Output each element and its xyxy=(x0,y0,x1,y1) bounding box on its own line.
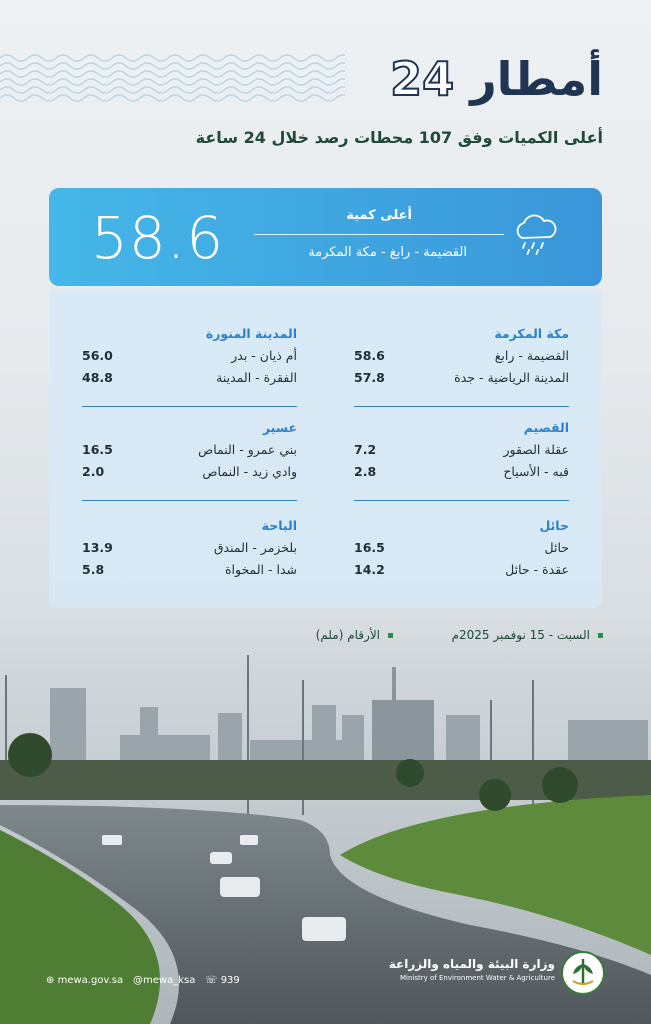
station-row xyxy=(82,442,297,464)
station-value: 5.8 xyxy=(82,562,105,577)
station-row xyxy=(82,348,297,370)
date-label xyxy=(452,628,603,642)
ministry-name-ar: وزارة البيئة والمياه والزراعة xyxy=(388,957,555,971)
region-asir xyxy=(82,420,297,486)
station-value: 16.5 xyxy=(82,442,113,457)
region-title: الباحة xyxy=(261,518,297,533)
date-text: السبت - 15 نوفمبر 2025م xyxy=(451,628,590,642)
station-row xyxy=(354,540,569,562)
highest-amount-card xyxy=(49,188,602,286)
region-title: عسير xyxy=(262,420,297,435)
highest-amount-label: أعلى كمية xyxy=(346,208,412,223)
region-qassim xyxy=(354,420,569,486)
station-value: 56.0 xyxy=(82,348,113,363)
station-row xyxy=(82,464,297,486)
station-value: 58.6 xyxy=(354,348,385,363)
divider xyxy=(254,234,504,235)
station-name: بني عمرو - النماص xyxy=(198,442,297,457)
station-value: 7.2 xyxy=(354,442,377,457)
station-value: 14.2 xyxy=(354,562,385,577)
page-subtitle: أعلى الكميات وفق 107 محطات رصد خلال 24 ساعة xyxy=(195,128,603,147)
wave-pattern-decoration xyxy=(0,50,345,105)
station-value: 13.9 xyxy=(82,540,113,555)
website-text: mewa.gov.sa xyxy=(57,975,124,986)
region-hail xyxy=(354,518,569,584)
region-makkah xyxy=(354,326,569,392)
title-word: أمطار xyxy=(470,52,603,106)
region-baha xyxy=(82,518,297,584)
station-row xyxy=(354,562,569,584)
units-text: الأرقام (ملم) xyxy=(315,628,380,642)
rain-cloud-icon xyxy=(510,210,560,256)
region-title: حائل xyxy=(539,518,569,533)
station-value: 2.8 xyxy=(354,464,377,479)
title-number: 24 xyxy=(390,52,455,106)
highest-amount-location: القضيمة - رابغ - مكة المكرمة xyxy=(308,245,467,260)
station-name: عقلة الصقور xyxy=(503,442,569,457)
station-name: القضيمة - رابغ xyxy=(494,348,569,363)
station-value: 16.5 xyxy=(354,540,385,555)
station-value: 2.0 xyxy=(82,464,105,479)
station-row xyxy=(354,370,569,392)
phone-number[interactable]: ☏ 939 xyxy=(205,975,240,986)
station-row xyxy=(354,348,569,370)
regions-panel xyxy=(49,290,602,608)
region-title: المدينة المنورة xyxy=(205,326,297,341)
station-value: 57.8 xyxy=(354,370,385,385)
social-text: @mewa_ksa xyxy=(133,975,196,986)
highest-amount-value: 58.6 xyxy=(91,204,225,272)
region-divider xyxy=(354,406,569,407)
ministry-logo xyxy=(560,950,606,996)
region-madinah xyxy=(82,326,297,392)
station-value: 48.8 xyxy=(82,370,113,385)
bullet-icon xyxy=(598,633,603,638)
station-row xyxy=(82,562,297,584)
region-title: القصيم xyxy=(523,420,569,435)
station-name: أم ذيان - بدر xyxy=(231,348,297,363)
station-name: بلخزمر - المندق xyxy=(213,540,297,555)
region-divider xyxy=(82,406,297,407)
region-divider xyxy=(82,500,297,501)
station-row xyxy=(82,370,297,392)
social-handle[interactable] xyxy=(133,975,195,986)
region-divider xyxy=(354,500,569,501)
station-row xyxy=(82,540,297,562)
ministry-name-en: Ministry of Environment Water & Agriculture xyxy=(400,974,555,982)
station-row xyxy=(354,442,569,464)
bullet-icon xyxy=(388,633,393,638)
station-name: قبه - الأسياح xyxy=(503,464,569,479)
station-name: حائل xyxy=(544,540,569,555)
region-title: مكة المكرمة xyxy=(494,326,569,341)
station-name: المدينة الرياضية - جدة xyxy=(454,370,569,385)
page-title xyxy=(390,52,603,106)
website-link[interactable]: ⊕ mewa.gov.sa xyxy=(46,975,124,986)
phone-text: 939 xyxy=(220,975,240,986)
station-name: عقدة - حائل xyxy=(505,562,569,577)
station-name: الفقرة - المدينة xyxy=(216,370,297,385)
units-label xyxy=(316,628,393,642)
station-row xyxy=(354,464,569,486)
station-name: شدا - المخواة xyxy=(224,562,297,577)
station-name: وادي زيد - النماص xyxy=(202,464,297,479)
